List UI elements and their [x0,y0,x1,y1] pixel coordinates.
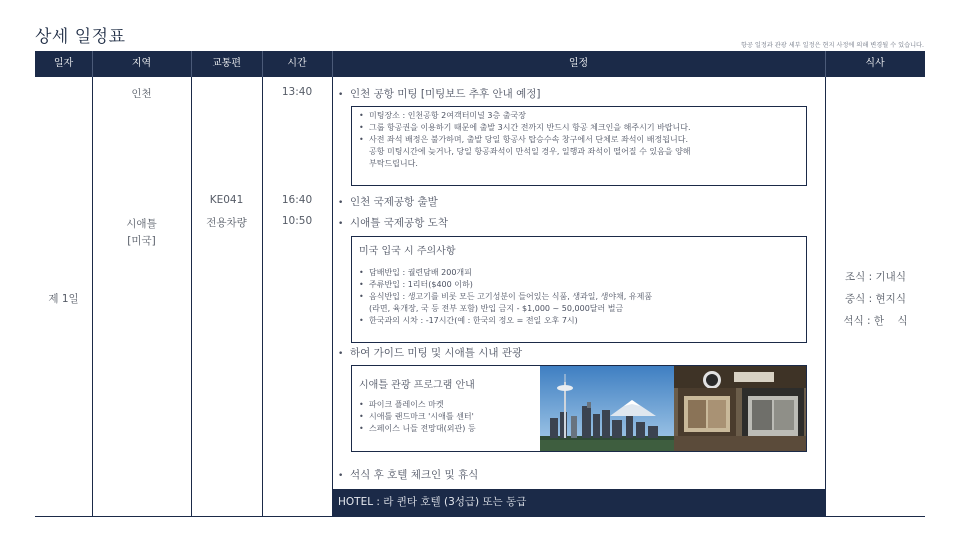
list-item-continuation [357,158,806,170]
header-schedule: 일정 [568,58,589,69]
entry-notice-list [357,267,806,327]
column-divider [191,77,192,517]
header-day: 일자 [53,58,74,69]
schedule-item [338,215,448,230]
day-label: 제 1일 [48,293,79,305]
meeting-info-list [357,110,806,170]
time-meeting: 13:40 [281,86,313,98]
list-item: • 미팅장소 : 인천공항 2여객터미널 3층 출국장 [357,110,806,122]
bullet-dot-icon: • [338,349,344,359]
seattle-skyline-photo [540,366,674,451]
schedule-item [338,86,541,101]
entry-notice-box [351,236,807,343]
header-transport: 교통편 [212,58,241,69]
region-incheon: 인천 [131,88,152,100]
list-item-continuation-text: 공항 미팅시간에 늦거나, 당일 항공좌석이 만석일 경우, 일행과 좌석이 떨어질 수 있음을 양해 [369,147,691,156]
list-item-continuation-text: 부탁드립니다. [369,159,418,168]
meal-breakfast: 조식 : 기내식 [845,271,906,283]
bullet-dot-icon: • [338,90,344,100]
schedule-item [338,467,478,482]
schedule-item-text: 시애틀 국제공항 도착 [350,217,448,229]
meeting-info-box [351,106,807,186]
list-item-continuation [357,303,806,315]
list-item: • 사전 좌석 배정은 불가하며, 출발 당일 항공사 탑승수속 창구에서 단체로 좌석이 배정됩니다. [357,134,806,146]
schedule-item [338,194,438,209]
table-bottom-line [35,516,925,517]
table-header [35,51,925,77]
list-item: • 담배반입 : 궐련담배 200개피 [357,267,806,279]
region-country: [미국] [127,235,156,247]
entry-notice-title: 미국 입국 시 주의사항 [359,246,456,257]
list-item-continuation [357,146,806,158]
region-seattle: 시애틀 [126,218,157,230]
time-arrival: 10:50 [281,215,313,227]
transport-flight: KE041 [209,194,244,206]
meal-lunch: 중식 : 현지식 [845,293,906,305]
list-item-continuation-text: (라면, 육개장, 국 등 전부 포함) 반입 금지 - $1,000 ~ 50,000달러 벌금 [369,304,624,313]
header-meals: 식사 [865,58,885,69]
tour-program-box [351,365,807,452]
list-item: • 한국과의 시차 : -17시간(예 : 한국의 정오 = 전일 오후 7시) [357,315,806,327]
schedule-item-text: 인천 국제공항 출발 [350,196,438,208]
bullet-dot-icon: • [338,219,344,229]
hotel-bar: HOTEL : 라 퀸타 호텔 (3성급) 또는 동급 [333,489,825,516]
schedule-item-text: 인천 공항 미팅 [미팅보드 추후 안내 예정] [350,88,541,100]
schedule-item-text: 하여 가이드 미팅 및 시애틀 시내 관광 [350,347,523,359]
page-title: 상세 일정표 [35,27,126,47]
meal-dinner: 석식 : 한 식 [843,315,908,327]
header-time: 시간 [287,58,307,69]
notice-text: 항공 일정과 관광 세부 일정은 현지 사정에 의해 변경될 수 있습니다. [740,42,924,49]
pike-place-market-photo [674,366,806,451]
bullet-dot-icon: • [338,471,344,481]
schedule-item-text: 석식 후 호텔 체크인 및 휴식 [350,469,479,481]
list-item: • 스페이스 니들 전망대(외관) 등 [357,423,806,435]
time-departure: 16:40 [281,194,313,206]
column-divider [262,77,263,517]
header-region: 지역 [131,58,152,69]
bullet-dot-icon: • [338,198,344,208]
column-divider [332,77,333,517]
list-item: • 시애틀 랜드마크 '시애틀 센터' [357,411,806,423]
list-item: • 그룹 항공권을 이용하기 때문에 출발 3시간 전까지 반드시 항공 체크인을 해주시기 바랍니다. [357,122,806,134]
tour-program-title: 시애틀 관광 프로그램 안내 [359,380,475,391]
column-divider [92,77,93,517]
list-item: • 음식반입 : 생고기를 비롯 모든 고기성분이 들어있는 식품, 생과일, 생야채, 유제품 [357,291,806,303]
schedule-item [338,345,522,360]
list-item: • 주류반입 : 1리터($400 이하) [357,279,806,291]
transport-vehicle: 전용차량 [206,217,247,229]
list-item: • 파이크 플레이스 마켓 [357,399,806,411]
